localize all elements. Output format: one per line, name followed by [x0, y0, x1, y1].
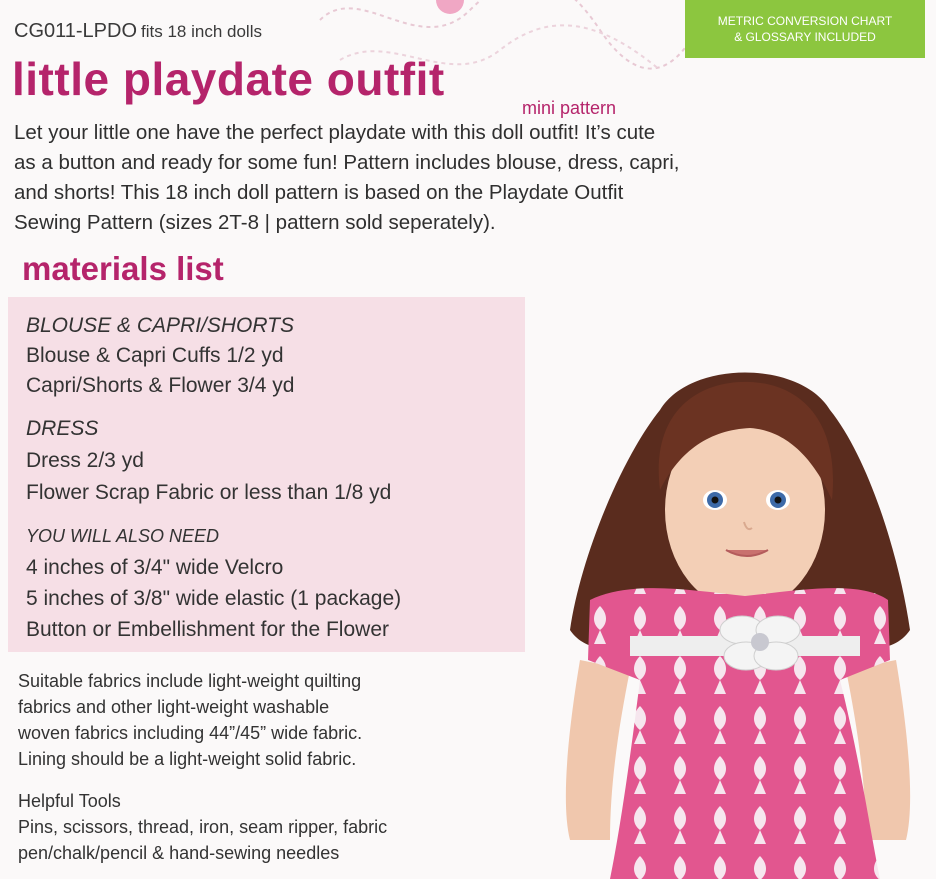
material-item: 5 inches of 3/8" wide elastic (1 package) [26, 587, 402, 610]
tools-line: pen/chalk/pencil & hand-sewing needles [18, 843, 340, 863]
material-item: 4 inches of 3/4" wide Velcro [26, 556, 284, 579]
material-item: Button or Embellishment for the Flower [26, 618, 389, 641]
doll-photo [540, 300, 936, 879]
helpful-tools [18, 788, 387, 866]
also-need-heading: YOU WILL ALSO NEED [26, 526, 220, 546]
dress-section [26, 413, 391, 509]
fabrics-line: woven fabrics including 44”/45” wide fabric. [18, 723, 363, 743]
material-item: Flower Scrap Fabric or less than 1/8 yd [26, 481, 392, 504]
fabrics-line: Suitable fabrics include light-weight quilting [18, 671, 362, 691]
badge-line-2: & GLOSSARY INCLUDED [734, 30, 876, 44]
intro-line: Let your little one have the perfect playdate with this doll outfit! It’s cute [14, 121, 656, 144]
material-item: Blouse & Capri Cuffs 1/2 yd [26, 344, 284, 367]
blouse-section [26, 311, 294, 401]
blouse-heading: BLOUSE & CAPRI/SHORTS [26, 314, 295, 337]
fabrics-paragraph [18, 668, 362, 772]
pattern-code [14, 20, 262, 43]
helpful-tools-heading: Helpful Tools [18, 791, 121, 811]
material-item: Dress 2/3 yd [26, 449, 144, 472]
tools-line: Pins, scissors, thread, iron, seam ripper, fabric [18, 817, 388, 837]
materials-title: materials list [22, 250, 224, 287]
fabrics-line: Lining should be a light-weight solid fabric. [18, 749, 357, 769]
mini-pattern-label: mini pattern [522, 98, 617, 118]
page-title: little playdate outfit [12, 53, 445, 105]
metric-conversion-badge [685, 0, 925, 58]
material-item: Capri/Shorts & Flower 3/4 yd [26, 374, 295, 397]
intro-line: Sewing Pattern (sizes 2T-8 | pattern sold seperately). [14, 211, 496, 234]
fabrics-line: fabrics and other light-weight washable [18, 697, 330, 717]
pattern-code-label: CG011-LPDO [14, 20, 138, 42]
fits-label: fits 18 inch dolls [141, 22, 262, 41]
intro-line: and shorts! This 18 inch doll pattern is based on the Playdate Outfit [14, 181, 624, 204]
materials-panel [8, 297, 525, 652]
badge-line-1: METRIC CONVERSION CHART [717, 14, 893, 28]
intro-paragraph [14, 118, 814, 238]
intro-line: as a button and ready for some fun! Pattern includes blouse, dress, capri, [14, 151, 680, 174]
also-need-section [26, 521, 401, 645]
dress-heading: DRESS [26, 417, 99, 440]
